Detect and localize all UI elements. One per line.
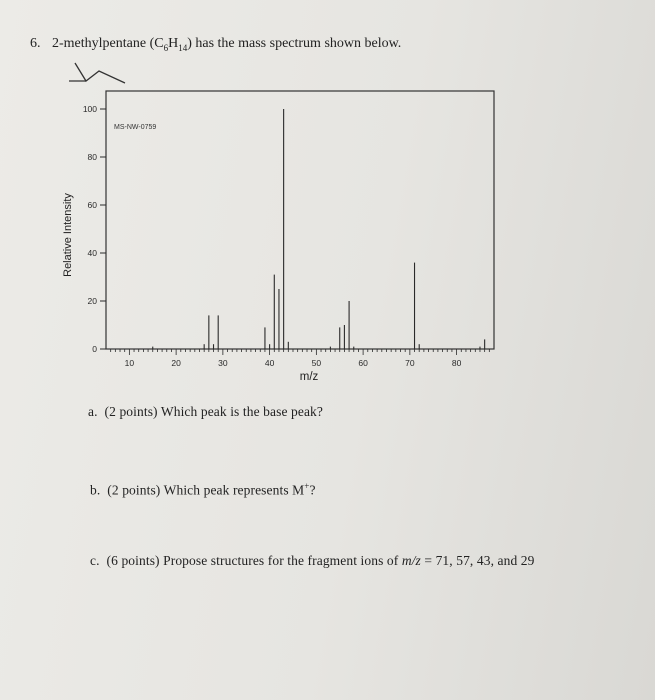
part-b-text-end: ? bbox=[309, 482, 316, 498]
x-tick-label: 80 bbox=[451, 358, 462, 368]
part-a-text: (2 points) Which peak is the base peak? bbox=[104, 404, 323, 419]
x-tick-label: 50 bbox=[311, 358, 322, 368]
x-tick-label: 20 bbox=[171, 358, 181, 368]
mass-spectrum-chart bbox=[55, 85, 505, 395]
x-tick-label: 60 bbox=[358, 358, 368, 368]
x-axis-label: m/z bbox=[299, 371, 319, 383]
y-tick-label: 0 bbox=[92, 344, 97, 354]
y-axis-label: Relative Intensity bbox=[62, 193, 74, 277]
part-b-text: (2 points) Which peak represents M bbox=[107, 482, 305, 498]
part-c-mz: m/z bbox=[401, 553, 421, 568]
question-text-part: 2-methylpentane (C bbox=[52, 36, 164, 51]
question-number: 6. bbox=[30, 36, 41, 51]
y-tick-label: 100 bbox=[82, 104, 97, 114]
part-c-label: c. bbox=[90, 553, 100, 568]
part-b-superscript: + bbox=[304, 481, 310, 491]
question-text-part: H bbox=[168, 36, 179, 51]
part-b bbox=[90, 481, 316, 499]
x-tick-label: 70 bbox=[405, 358, 415, 368]
part-a-label: a. bbox=[88, 404, 98, 419]
plot-frame bbox=[106, 91, 494, 349]
part-c-text: (6 points) Propose structures for the fragment ions of bbox=[106, 553, 402, 568]
part-a bbox=[88, 404, 323, 420]
part-b-label: b. bbox=[90, 482, 101, 498]
y-tick-label: 80 bbox=[87, 152, 97, 162]
question-text-part: ) has the mass spectrum shown below. bbox=[187, 36, 402, 51]
part-c-text-end: = 71, 57, 43, and 29 bbox=[420, 553, 535, 568]
formula-subscript-c: 6 bbox=[163, 42, 169, 53]
x-tick-label: 40 bbox=[264, 358, 275, 368]
formula-subscript-h: 14 bbox=[178, 42, 188, 53]
y-tick-label: 40 bbox=[87, 248, 97, 258]
y-tick-label: 20 bbox=[87, 296, 97, 306]
part-c bbox=[90, 553, 535, 569]
spectrum-code: MS-NW-0759 bbox=[114, 124, 157, 131]
question-text bbox=[52, 36, 401, 53]
x-tick-label: 10 bbox=[124, 358, 135, 368]
y-tick-label: 60 bbox=[87, 200, 97, 210]
x-tick-label: 30 bbox=[218, 358, 228, 368]
